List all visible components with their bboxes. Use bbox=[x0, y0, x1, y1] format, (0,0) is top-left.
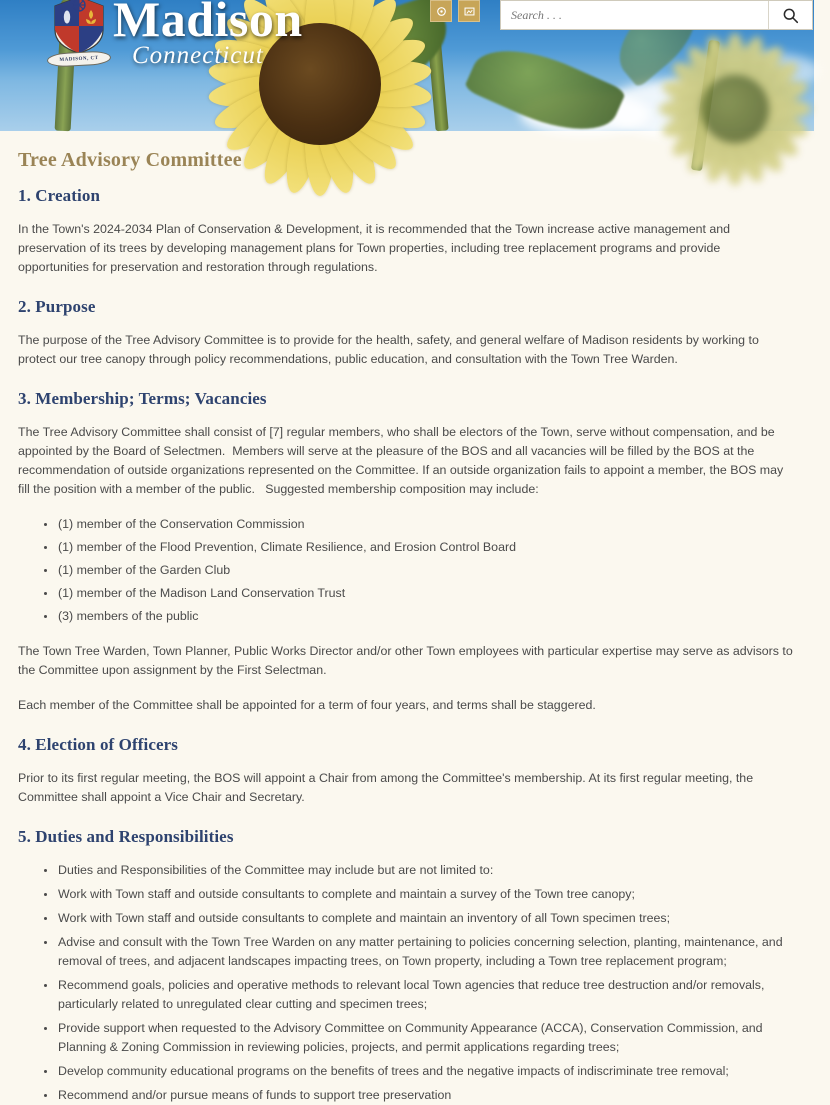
list-item: Provide support when requested to the Advisory Committee on Community Appearance (ACCA), Conservation Commission, and Planning & Zoning Commission in reviewing policies, projects, and permit applications regarding trees; bbox=[44, 1019, 794, 1057]
settings-icon-button[interactable] bbox=[430, 0, 452, 22]
list-item: (3) members of the public bbox=[44, 607, 794, 626]
list-item: Work with Town staff and outside consultants to complete and maintain a survey of the Town tree canopy; bbox=[44, 885, 794, 904]
crest-shield-icon bbox=[53, 0, 105, 54]
section-bullet-list bbox=[18, 861, 794, 1105]
header-utility-buttons bbox=[430, 0, 480, 22]
section-heading: 5. Duties and Responsibilities bbox=[18, 827, 234, 846]
list-item: (1) member of the Madison Land Conservation Trust bbox=[44, 584, 794, 603]
section-paragraph: The Tree Advisory Committee shall consist of [7] regular members, who shall be electors of the Town, serve without compensation, and be appointed by the Board of Selectmen. Members will serve at the pleasure of the BOS and all vacancies will be filled by the BOS at the recommendation of outside organizations represented on the Committee. If an outside organization fails to appoint a member, the BOS may fill the position with a member of the public. Suggested membership composition may include: bbox=[18, 425, 787, 496]
section-heading: 1. Creation bbox=[18, 186, 100, 205]
section-paragraph: The purpose of the Tree Advisory Committee is to provide for the health, safety, and general welfare of Madison residents by working to protect our tree canopy through policy recommendations, public education, and consultation with the Town Tree Warden. bbox=[18, 333, 763, 366]
site-logo-title[interactable]: Madison bbox=[113, 0, 303, 47]
page-title: Tree Advisory Committee bbox=[18, 149, 242, 171]
list-item: (1) member of the Flood Prevention, Climate Resilience, and Erosion Control Board bbox=[44, 538, 794, 557]
share-icon-button[interactable] bbox=[458, 0, 480, 22]
search-input[interactable] bbox=[501, 1, 768, 29]
gear-icon bbox=[436, 6, 447, 17]
section-paragraph: In the Town's 2024-2034 Plan of Conservation & Development, it is recommended that the Town increase active management and preservation of its trees by developing management plans for Town properties, including tree replacement programs and provide opportunities for preservation and restoration through regulations. bbox=[18, 222, 734, 274]
site-header-banner bbox=[0, 0, 814, 131]
crest-banner-text: MADISON, CT bbox=[47, 50, 112, 67]
section-paragraph: Each member of the Committee shall be appointed for a term of four years, and terms shall be staggered. bbox=[18, 698, 596, 712]
list-item: Duties and Responsibilities of the Committee may include but are not limited to: bbox=[44, 861, 794, 880]
list-item: Recommend goals, policies and operative methods to relevant local Town agencies that reduce tree destruction and/or removals, particularly related to unregulated clear cutting and specimen trees; bbox=[44, 976, 794, 1014]
list-item: (1) member of the Conservation Commission bbox=[44, 515, 794, 534]
sunflower-center bbox=[701, 75, 769, 143]
section-paragraph: Prior to its first regular meeting, the BOS will appoint a Chair from among the Committee's membership. At its first regular meeting, the Committee shall appoint a Vice Chair and Secretary. bbox=[18, 771, 757, 804]
section-paragraph: The Town Tree Warden, Town Planner, Public Works Director and/or other Town employees with particular expertise may serve as advisors to the Committee upon assignment by the First Selectman. bbox=[18, 644, 797, 677]
list-item: (1) member of the Garden Club bbox=[44, 561, 794, 580]
list-item: Develop community educational programs on the benefits of trees and the negative impacts of indiscriminate tree removal; bbox=[44, 1062, 794, 1081]
list-item: Recommend and/or pursue means of funds to support tree preservation bbox=[44, 1086, 794, 1105]
list-item: Advise and consult with the Town Tree Warden on any matter pertaining to policies concerning selection, planting, maintenance, and removal of trees, and adjacent landscapes impacting trees, on Town property, including a Town tree replacement program; bbox=[44, 933, 794, 971]
site-logo-subtitle: Connecticut bbox=[132, 42, 264, 69]
share-icon bbox=[464, 6, 475, 17]
section-heading: 3. Membership; Terms; Vacancies bbox=[18, 389, 267, 408]
section-heading: 2. Purpose bbox=[18, 297, 96, 316]
document-sections bbox=[18, 186, 797, 1105]
search-submit-button[interactable] bbox=[768, 1, 812, 29]
list-item: Work with Town staff and outside consultants to complete and maintain an inventory of all Town specimen trees; bbox=[44, 909, 794, 928]
section-heading: 4. Election of Officers bbox=[18, 735, 178, 754]
search-icon bbox=[782, 7, 799, 24]
section-bullet-list bbox=[18, 515, 794, 626]
sunflower-image-background bbox=[640, 14, 830, 204]
main-content bbox=[0, 131, 814, 1105]
town-crest-logo[interactable] bbox=[47, 0, 111, 74]
search-bar bbox=[500, 0, 813, 30]
